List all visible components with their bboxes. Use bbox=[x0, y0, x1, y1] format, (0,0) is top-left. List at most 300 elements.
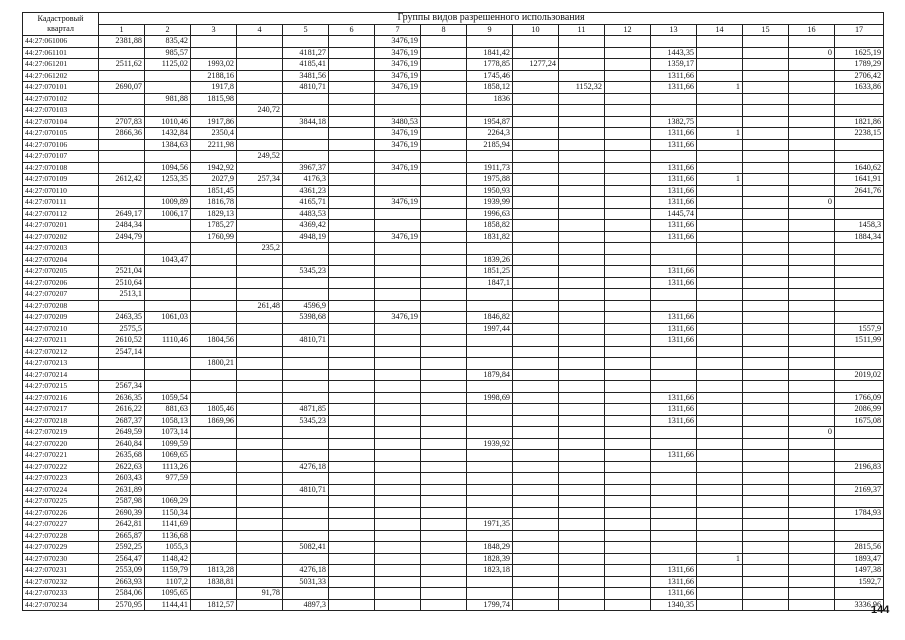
value-cell bbox=[329, 139, 375, 151]
value-cell bbox=[375, 369, 421, 381]
value-cell: 4871,85 bbox=[283, 404, 329, 416]
value-cell bbox=[743, 266, 789, 278]
value-cell bbox=[513, 542, 559, 554]
value-cell bbox=[191, 105, 237, 117]
cadastral-quarter-cell: 44:27:061006 bbox=[23, 36, 99, 48]
value-cell bbox=[467, 289, 513, 301]
value-cell bbox=[789, 70, 835, 82]
value-cell: 1836 bbox=[467, 93, 513, 105]
column-number-header: 16 bbox=[789, 24, 835, 36]
value-cell bbox=[467, 530, 513, 542]
value-cell bbox=[513, 404, 559, 416]
table-body bbox=[23, 36, 884, 611]
value-cell: 1557,9 bbox=[835, 323, 884, 335]
value-cell: 2592,25 bbox=[99, 542, 145, 554]
value-cell: 3476,19 bbox=[375, 197, 421, 209]
value-cell bbox=[697, 243, 743, 255]
value-cell: 3476,19 bbox=[375, 59, 421, 71]
value-cell bbox=[513, 553, 559, 565]
value-cell bbox=[559, 450, 605, 462]
cadastral-quarter-cell: 44:27:070231 bbox=[23, 565, 99, 577]
value-cell bbox=[835, 300, 884, 312]
value-cell: 1785,27 bbox=[191, 220, 237, 232]
value-cell bbox=[375, 151, 421, 163]
table-row bbox=[23, 93, 884, 105]
value-cell: 1778,85 bbox=[467, 59, 513, 71]
value-cell: 5398,68 bbox=[283, 312, 329, 324]
value-cell bbox=[283, 93, 329, 105]
cadastral-quarter-cell: 44:27:070103 bbox=[23, 105, 99, 117]
value-cell bbox=[789, 392, 835, 404]
cadastral-quarter-cell: 44:27:070228 bbox=[23, 530, 99, 542]
value-cell bbox=[99, 197, 145, 209]
value-cell bbox=[467, 427, 513, 439]
value-cell: 1846,82 bbox=[467, 312, 513, 324]
value-cell bbox=[191, 47, 237, 59]
value-cell: 1340,35 bbox=[651, 599, 697, 611]
value-cell: 1640,62 bbox=[835, 162, 884, 174]
value-cell bbox=[743, 450, 789, 462]
value-cell bbox=[513, 151, 559, 163]
value-cell bbox=[789, 381, 835, 393]
value-cell bbox=[421, 404, 467, 416]
value-cell: 1043,47 bbox=[145, 254, 191, 266]
value-cell bbox=[789, 519, 835, 531]
value-cell bbox=[237, 70, 283, 82]
column-number-header: 10 bbox=[513, 24, 559, 36]
value-cell bbox=[237, 553, 283, 565]
value-cell: 1107,2 bbox=[145, 576, 191, 588]
value-cell bbox=[835, 358, 884, 370]
value-cell: 2631,89 bbox=[99, 484, 145, 496]
value-cell bbox=[467, 243, 513, 255]
value-cell: 257,34 bbox=[237, 174, 283, 186]
cadastral-quarter-cell: 44:27:070204 bbox=[23, 254, 99, 266]
kv-label-line1: Кадастровый bbox=[37, 14, 84, 23]
value-cell bbox=[191, 507, 237, 519]
value-cell bbox=[191, 438, 237, 450]
value-cell bbox=[697, 151, 743, 163]
value-cell bbox=[697, 70, 743, 82]
value-cell bbox=[789, 174, 835, 186]
value-cell bbox=[191, 450, 237, 462]
table-row bbox=[23, 381, 884, 393]
value-cell: 1058,13 bbox=[145, 415, 191, 427]
value-cell: 1858,82 bbox=[467, 220, 513, 232]
value-cell bbox=[743, 358, 789, 370]
value-cell bbox=[743, 323, 789, 335]
value-cell: 1009,89 bbox=[145, 197, 191, 209]
value-cell bbox=[835, 312, 884, 324]
value-cell bbox=[237, 507, 283, 519]
value-cell bbox=[421, 461, 467, 473]
value-cell: 1942,92 bbox=[191, 162, 237, 174]
value-cell bbox=[835, 277, 884, 289]
cadastral-quarter-cell: 44:27:070233 bbox=[23, 588, 99, 600]
value-cell bbox=[421, 323, 467, 335]
table-row bbox=[23, 369, 884, 381]
value-cell bbox=[99, 139, 145, 151]
cadastral-quarter-cell: 44:27:070109 bbox=[23, 174, 99, 186]
value-cell: 2603,43 bbox=[99, 473, 145, 485]
value-cell bbox=[237, 427, 283, 439]
value-cell bbox=[283, 519, 329, 531]
value-cell bbox=[283, 128, 329, 140]
value-cell: 3476,19 bbox=[375, 231, 421, 243]
value-cell bbox=[375, 208, 421, 220]
value-cell bbox=[651, 381, 697, 393]
value-cell: 1069,29 bbox=[145, 496, 191, 508]
value-cell bbox=[513, 93, 559, 105]
value-cell: 1848,29 bbox=[467, 542, 513, 554]
cadastral-quarter-cell: 44:27:070202 bbox=[23, 231, 99, 243]
value-cell bbox=[421, 151, 467, 163]
value-cell bbox=[605, 59, 651, 71]
value-cell bbox=[559, 438, 605, 450]
value-cell bbox=[237, 438, 283, 450]
value-cell bbox=[605, 519, 651, 531]
value-cell: 1311,66 bbox=[651, 139, 697, 151]
value-cell bbox=[559, 381, 605, 393]
value-cell bbox=[697, 197, 743, 209]
value-cell bbox=[789, 599, 835, 611]
column-number-header: 15 bbox=[743, 24, 789, 36]
value-cell bbox=[559, 542, 605, 554]
cadastral-quarter-cell: 44:27:070221 bbox=[23, 450, 99, 462]
value-cell bbox=[743, 565, 789, 577]
value-cell bbox=[421, 128, 467, 140]
value-cell bbox=[605, 358, 651, 370]
value-cell: 2575,5 bbox=[99, 323, 145, 335]
value-cell: 1 bbox=[697, 82, 743, 94]
value-cell: 1458,3 bbox=[835, 220, 884, 232]
value-cell bbox=[329, 82, 375, 94]
value-cell bbox=[191, 369, 237, 381]
value-cell: 2188,16 bbox=[191, 70, 237, 82]
value-cell bbox=[329, 220, 375, 232]
value-cell bbox=[559, 599, 605, 611]
value-cell: 1311,66 bbox=[651, 576, 697, 588]
value-cell bbox=[743, 208, 789, 220]
value-cell: 2687,37 bbox=[99, 415, 145, 427]
value-cell bbox=[237, 473, 283, 485]
value-cell bbox=[743, 369, 789, 381]
value-cell bbox=[329, 542, 375, 554]
value-cell: 4176,3 bbox=[283, 174, 329, 186]
value-cell bbox=[329, 208, 375, 220]
value-cell bbox=[697, 519, 743, 531]
value-cell bbox=[697, 105, 743, 117]
value-cell bbox=[421, 231, 467, 243]
value-cell bbox=[191, 392, 237, 404]
value-cell bbox=[605, 254, 651, 266]
value-cell bbox=[789, 116, 835, 128]
value-cell bbox=[697, 473, 743, 485]
value-cell bbox=[835, 266, 884, 278]
column-number-header: 14 bbox=[697, 24, 743, 36]
value-cell bbox=[651, 484, 697, 496]
value-cell bbox=[375, 519, 421, 531]
cadastral-quarter-cell: 44:27:070205 bbox=[23, 266, 99, 278]
value-cell bbox=[697, 47, 743, 59]
table-row bbox=[23, 185, 884, 197]
value-cell: 1311,66 bbox=[651, 70, 697, 82]
value-cell bbox=[743, 473, 789, 485]
value-cell: 1851,25 bbox=[467, 266, 513, 278]
value-cell bbox=[789, 231, 835, 243]
value-cell bbox=[191, 289, 237, 301]
value-cell bbox=[513, 197, 559, 209]
value-cell bbox=[375, 185, 421, 197]
value-cell: 1311,66 bbox=[651, 82, 697, 94]
column-number-header: 8 bbox=[421, 24, 467, 36]
value-cell bbox=[743, 82, 789, 94]
value-cell bbox=[513, 208, 559, 220]
value-cell: 1821,86 bbox=[835, 116, 884, 128]
value-cell bbox=[191, 36, 237, 48]
value-cell: 1311,66 bbox=[651, 323, 697, 335]
value-cell bbox=[191, 530, 237, 542]
value-cell bbox=[421, 93, 467, 105]
value-cell bbox=[651, 553, 697, 565]
value-cell bbox=[145, 277, 191, 289]
value-cell bbox=[145, 243, 191, 255]
value-cell bbox=[559, 47, 605, 59]
value-cell bbox=[329, 197, 375, 209]
value-cell: 985,57 bbox=[145, 47, 191, 59]
value-cell bbox=[697, 254, 743, 266]
value-cell bbox=[835, 346, 884, 358]
value-cell bbox=[237, 461, 283, 473]
value-cell bbox=[835, 519, 884, 531]
value-cell: 1432,84 bbox=[145, 128, 191, 140]
value-cell bbox=[605, 70, 651, 82]
value-cell: 2463,35 bbox=[99, 312, 145, 324]
value-cell: 1789,29 bbox=[835, 59, 884, 71]
value-cell: 2238,15 bbox=[835, 128, 884, 140]
table-row bbox=[23, 519, 884, 531]
cadastral-quarter-cell: 44:27:070217 bbox=[23, 404, 99, 416]
value-cell bbox=[835, 254, 884, 266]
value-cell bbox=[145, 105, 191, 117]
table-row bbox=[23, 450, 884, 462]
value-cell bbox=[237, 162, 283, 174]
column-number-header: 6 bbox=[329, 24, 375, 36]
value-cell bbox=[375, 105, 421, 117]
value-cell bbox=[329, 289, 375, 301]
value-cell bbox=[421, 254, 467, 266]
value-cell bbox=[605, 36, 651, 48]
value-cell bbox=[743, 116, 789, 128]
cadastral-quarter-cell: 44:27:070107 bbox=[23, 151, 99, 163]
value-cell bbox=[99, 105, 145, 117]
value-cell: 1311,66 bbox=[651, 588, 697, 600]
column-number-header: 13 bbox=[651, 24, 697, 36]
value-cell bbox=[605, 507, 651, 519]
value-cell bbox=[605, 266, 651, 278]
value-cell bbox=[513, 231, 559, 243]
table-row bbox=[23, 473, 884, 485]
value-cell: 1858,12 bbox=[467, 82, 513, 94]
value-cell bbox=[651, 530, 697, 542]
value-cell bbox=[145, 70, 191, 82]
value-cell: 2211,98 bbox=[191, 139, 237, 151]
value-cell bbox=[651, 93, 697, 105]
value-cell bbox=[789, 461, 835, 473]
table-row bbox=[23, 105, 884, 117]
value-cell bbox=[605, 461, 651, 473]
value-cell bbox=[743, 496, 789, 508]
value-cell: 1745,46 bbox=[467, 70, 513, 82]
value-cell bbox=[513, 300, 559, 312]
value-cell bbox=[421, 116, 467, 128]
cadastral-quarter-cell: 44:27:070218 bbox=[23, 415, 99, 427]
value-cell bbox=[513, 243, 559, 255]
value-cell: 1633,86 bbox=[835, 82, 884, 94]
value-cell bbox=[283, 243, 329, 255]
value-cell bbox=[421, 381, 467, 393]
value-cell: 2086,99 bbox=[835, 404, 884, 416]
value-cell bbox=[421, 346, 467, 358]
value-cell: 3476,19 bbox=[375, 82, 421, 94]
value-cell bbox=[237, 289, 283, 301]
value-cell bbox=[237, 404, 283, 416]
value-cell bbox=[329, 185, 375, 197]
value-cell bbox=[559, 496, 605, 508]
value-cell bbox=[789, 300, 835, 312]
value-cell: 1113,26 bbox=[145, 461, 191, 473]
value-cell bbox=[743, 381, 789, 393]
value-cell bbox=[421, 496, 467, 508]
value-cell bbox=[421, 220, 467, 232]
value-cell bbox=[835, 289, 884, 301]
value-cell bbox=[789, 484, 835, 496]
value-cell bbox=[743, 93, 789, 105]
value-cell bbox=[191, 461, 237, 473]
value-cell bbox=[605, 427, 651, 439]
value-cell bbox=[697, 116, 743, 128]
value-cell bbox=[237, 323, 283, 335]
value-cell bbox=[605, 289, 651, 301]
value-cell bbox=[237, 93, 283, 105]
value-cell bbox=[835, 105, 884, 117]
value-cell bbox=[835, 450, 884, 462]
value-cell bbox=[513, 565, 559, 577]
value-cell: 2196,83 bbox=[835, 461, 884, 473]
value-cell bbox=[237, 450, 283, 462]
value-cell bbox=[283, 369, 329, 381]
value-cell bbox=[559, 162, 605, 174]
value-cell bbox=[421, 174, 467, 186]
value-cell bbox=[329, 484, 375, 496]
value-cell: 1841,42 bbox=[467, 47, 513, 59]
value-cell: 1816,78 bbox=[191, 197, 237, 209]
value-cell bbox=[789, 266, 835, 278]
value-cell bbox=[697, 404, 743, 416]
value-cell: 3480,53 bbox=[375, 116, 421, 128]
value-cell bbox=[789, 323, 835, 335]
value-cell bbox=[605, 312, 651, 324]
value-cell bbox=[283, 381, 329, 393]
value-cell bbox=[145, 231, 191, 243]
value-cell bbox=[329, 174, 375, 186]
value-cell bbox=[145, 369, 191, 381]
value-cell bbox=[697, 323, 743, 335]
column-number-header: 7 bbox=[375, 24, 421, 36]
value-cell: 4596,9 bbox=[283, 300, 329, 312]
table-row bbox=[23, 576, 884, 588]
value-cell bbox=[559, 231, 605, 243]
value-cell bbox=[421, 59, 467, 71]
value-cell bbox=[513, 415, 559, 427]
value-cell: 235,2 bbox=[237, 243, 283, 255]
value-cell: 1893,47 bbox=[835, 553, 884, 565]
value-cell bbox=[329, 599, 375, 611]
value-cell bbox=[743, 461, 789, 473]
value-cell bbox=[697, 450, 743, 462]
value-cell bbox=[513, 335, 559, 347]
value-cell bbox=[513, 496, 559, 508]
value-cell bbox=[789, 496, 835, 508]
value-cell bbox=[329, 438, 375, 450]
value-cell: 1382,75 bbox=[651, 116, 697, 128]
value-cell bbox=[191, 277, 237, 289]
value-cell bbox=[329, 47, 375, 59]
cadastral-quarter-cell: 44:27:070101 bbox=[23, 82, 99, 94]
value-cell bbox=[513, 289, 559, 301]
value-cell bbox=[329, 381, 375, 393]
value-cell: 2584,06 bbox=[99, 588, 145, 600]
value-cell bbox=[421, 105, 467, 117]
table-row bbox=[23, 289, 884, 301]
value-cell bbox=[237, 254, 283, 266]
value-cell bbox=[789, 346, 835, 358]
value-cell: 2690,07 bbox=[99, 82, 145, 94]
value-cell bbox=[329, 415, 375, 427]
value-cell bbox=[789, 128, 835, 140]
value-cell: 2513,1 bbox=[99, 289, 145, 301]
value-cell bbox=[697, 335, 743, 347]
value-cell bbox=[283, 392, 329, 404]
value-cell: 3476,19 bbox=[375, 70, 421, 82]
value-cell: 2612,42 bbox=[99, 174, 145, 186]
value-cell bbox=[421, 289, 467, 301]
value-cell bbox=[697, 289, 743, 301]
value-cell bbox=[697, 530, 743, 542]
table-row bbox=[23, 438, 884, 450]
value-cell bbox=[237, 599, 283, 611]
cadastral-quarter-cell: 44:27:070112 bbox=[23, 208, 99, 220]
value-cell bbox=[559, 208, 605, 220]
value-cell: 1998,69 bbox=[467, 392, 513, 404]
value-cell bbox=[697, 588, 743, 600]
value-cell bbox=[651, 358, 697, 370]
value-cell bbox=[329, 576, 375, 588]
value-cell bbox=[191, 473, 237, 485]
value-cell bbox=[145, 266, 191, 278]
cadastral-quarter-cell: 44:27:070214 bbox=[23, 369, 99, 381]
value-cell bbox=[237, 565, 283, 577]
value-cell: 240,72 bbox=[237, 105, 283, 117]
cadastral-quarter-cell: 44:27:070210 bbox=[23, 323, 99, 335]
value-cell bbox=[329, 369, 375, 381]
value-cell bbox=[237, 496, 283, 508]
value-cell bbox=[559, 404, 605, 416]
value-cell bbox=[237, 415, 283, 427]
value-cell bbox=[513, 507, 559, 519]
value-cell bbox=[513, 427, 559, 439]
table-row bbox=[23, 128, 884, 140]
